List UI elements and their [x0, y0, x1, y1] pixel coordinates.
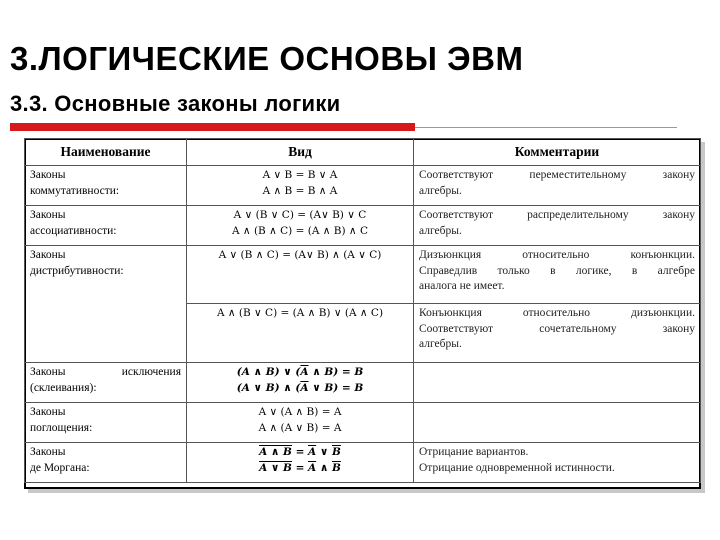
law-name-line: (склеивания): [30, 381, 97, 394]
formula: A ∧ (B ∧ C) = (A ∧ B) ∧ C [232, 224, 368, 237]
formula-cell [187, 304, 414, 363]
law-name-cell [25, 206, 187, 246]
table-row [25, 206, 701, 246]
slide-title: 3.ЛОГИЧЕСКИЕ ОСНОВЫ ЭВМ [10, 40, 524, 77]
formula: A ∨ (B ∨ C) = (A∨ B) ∨ C [233, 209, 367, 221]
formula-cell [187, 206, 414, 246]
formula-image: (A ∧ B) ∨ ($\overline{A}$ ∧ B) = B [236, 366, 364, 378]
table-header-row [25, 139, 701, 166]
law-name-cell [25, 166, 187, 206]
law-name-line: де Моргана: [30, 461, 90, 474]
law-name-line: поглощения: [30, 421, 93, 434]
law-name-word: Законы [30, 366, 66, 378]
logic-laws-table [24, 138, 701, 483]
law-name-line: Законы [30, 406, 66, 418]
formula: A ∨ (A ∧ B) = A [258, 406, 342, 418]
comment-cell [414, 166, 701, 206]
comment-line: Соответствуют распределительному закону [419, 209, 695, 221]
comment-line: Соответствуют переместительному закону [419, 169, 695, 181]
formula-image: A ∧ $B = \overline{A}$ ∨ $\overline{B}$ [259, 446, 341, 458]
formula-cell [187, 443, 414, 483]
slide-subtitle: 3.3. Основные законы логики [10, 91, 341, 116]
formula: A ∨ (B ∧ C) = (A∨ B) ∧ (A ∨ C) [218, 249, 382, 261]
formula: A ∧ (B ∨ C) = (A ∧ B) ∨ (A ∧ C) [216, 307, 384, 319]
law-name-cell [25, 363, 187, 403]
comment-line: Отрицание вариантов. [419, 446, 529, 458]
formula: A ∧ B = B ∧ A [262, 184, 338, 197]
law-name-cell [25, 246, 187, 363]
table-row [25, 363, 701, 403]
comment-cell [414, 246, 701, 304]
comment-line: алгебры. [419, 184, 462, 197]
law-name-line: Законы [30, 249, 66, 261]
comment-line: алгебры. [419, 224, 462, 237]
formula-image: A ∨ $B = \overline{A}$ ∧ $\overline{B}$ [259, 461, 341, 474]
law-name-line: дистрибутивности: [30, 264, 124, 277]
law-name-word: исключения [121, 366, 181, 378]
red-accent-bar [10, 123, 415, 131]
gray-divider-line [415, 127, 677, 128]
formula-image: (A ∨ B) ∧ ($\overline{A}$ ∨ B) = B [236, 381, 364, 394]
comment-line: алгебры. [419, 338, 462, 350]
table-row [25, 246, 701, 304]
comment-cell [414, 304, 701, 363]
comment-line: Дизъюнкция относительно конъюнкции. [419, 249, 695, 261]
law-name-line: ассоциативности: [30, 224, 117, 237]
table-row [25, 166, 701, 206]
table-row [25, 443, 701, 483]
law-name-line: Законы [30, 446, 66, 458]
column-header-form: Вид [187, 139, 414, 166]
comment-line: Отрицание одновременной истинности. [419, 461, 615, 474]
comment-cell [414, 206, 701, 246]
comment-line: Соответствуют сочетательному закону [419, 322, 695, 335]
law-name-line: Законы [30, 169, 66, 181]
comment-cell-empty [414, 403, 701, 443]
law-name-line: коммутативности: [30, 184, 120, 197]
column-header-name: Наименование [25, 139, 187, 166]
formula-cell [187, 403, 414, 443]
formula: A ∧ (A ∨ B) = A [258, 421, 342, 434]
comment-line: аналога не имеет. [419, 280, 505, 292]
formula: A ∨ B = B ∨ A [262, 169, 338, 181]
comment-cell [414, 443, 701, 483]
law-name-line: Законы [30, 209, 66, 221]
law-name-cell [25, 443, 187, 483]
formula-cell [187, 363, 414, 403]
table-row [25, 403, 701, 443]
column-header-comments: Комментарии [414, 139, 701, 166]
law-name-cell [25, 403, 187, 443]
formula-cell [187, 246, 414, 304]
comment-line: Конъюнкция относительно дизъюнкции. [419, 307, 695, 319]
comment-cell-empty [414, 363, 701, 403]
formula-cell [187, 166, 414, 206]
comment-line: Справедлив только в логике, в алгебре [419, 264, 695, 277]
